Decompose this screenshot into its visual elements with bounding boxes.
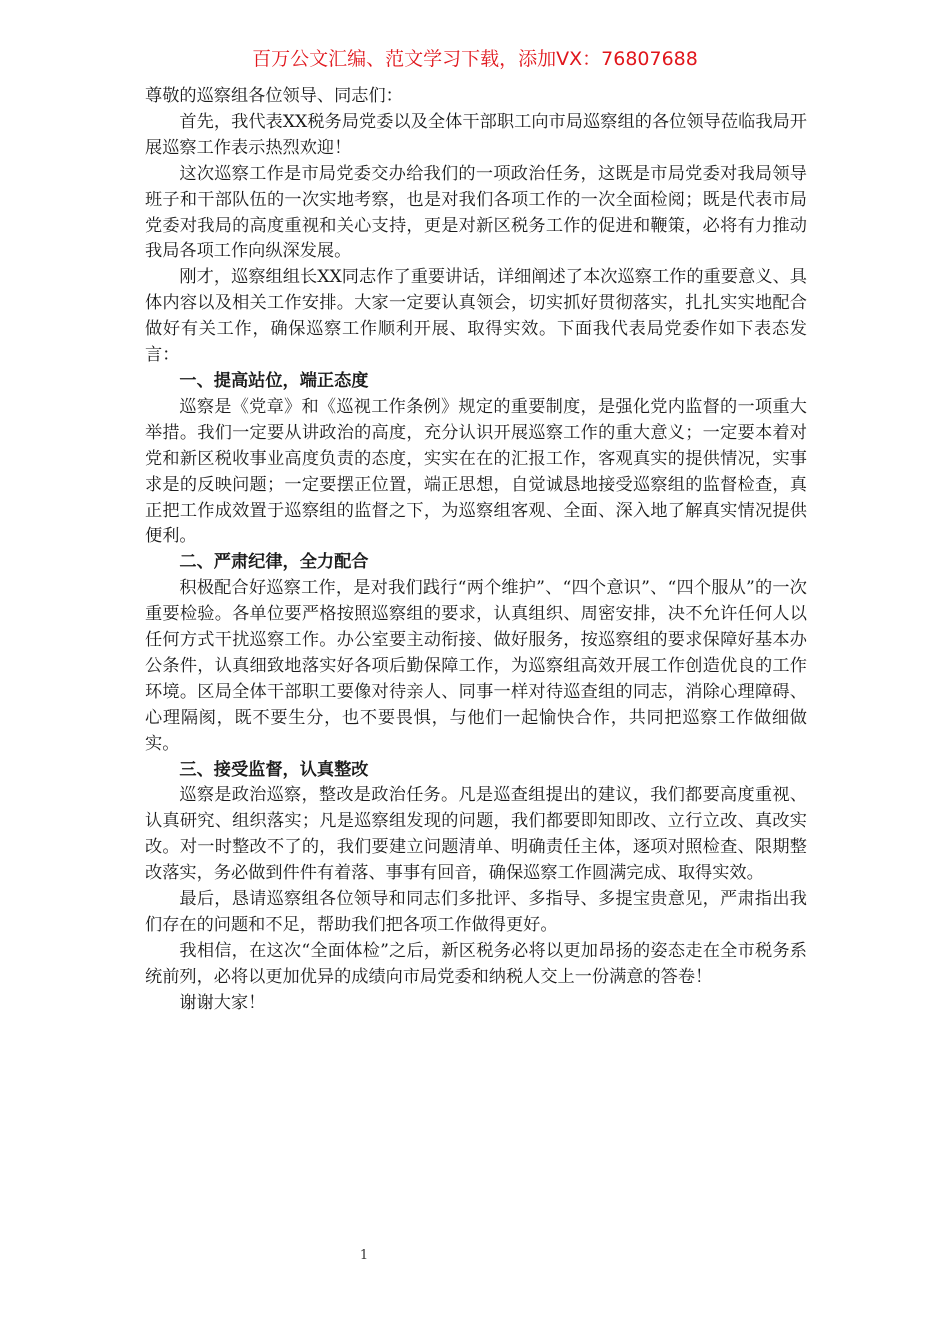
section-heading-1: 一、提高站位，端正态度 <box>179 370 369 391</box>
salutation: 尊敬的巡察组各位领导、同志们： <box>145 86 403 106</box>
section-heading-3: 三、接受监督，认真整改 <box>179 759 369 780</box>
page-number: 1 <box>359 1248 369 1263</box>
closing-paragraph-1: 最后，恳请巡察组各位领导和同志们多批评、多指导、多提宝贵意见，严肃指出我们存在的问题和不足，帮助我们把各项工作做得更好。 <box>145 889 807 935</box>
section-body-2: 积极配合好巡察工作，是对我们践行“两个维护”、“四个意识”、“四个服从”的一次重要检验。各单位要严格按照巡察组的要求，认真组织、周密安排，决不允许任何人以任何方式干扰巡察工作。办公室要主动衔接、做好服务，按巡察组的要求保障好基本办公条件，认真细致地落实好各项后勤保障工作，为巡察组高效开展工作创造优良的工作环境。区局全体干部职工要像对待亲人、同事一样对待巡查组的同志，消除心理障碍、心理隔阂，既不要生分，也不要畏惧，与他们一起愉快合作，共同把巡察工作做细做实。 <box>145 578 807 754</box>
closing-thanks: 谢谢大家！ <box>179 992 266 1013</box>
closing-paragraph-2: 我相信，在这次“全面体检”之后，新区税务必将以更加昂扬的姿态走在全市税务系统前列，必将以更加优异的成绩向市局党委和纳税人交上一份满意的答卷！ <box>145 940 807 987</box>
promo-banner: 百万公文汇编、范文学习下载，添加VX：76807688 <box>252 48 698 70</box>
section-body-1: 巡察是《党章》和《巡视工作条例》规定的重要制度，是强化党内监督的一项重大举措。我们一定要从讲政治的高度，充分认识开展巡察工作的重大意义；一定要本着对党和新区税收事业高度负责的态度，实实在在的汇报工作，客观真实的提供情况，实事求是的反映问题；一定要摆正位置，端正思想，自觉诚恳地接受巡察组的监督检查，真正把工作成效置于巡察组的监督之下，为巡察组客观、全面、深入地了解真实情况提供便利。 <box>145 396 807 547</box>
paragraph-intro-1: 首先，我代表XX税务局党委以及全体干部职工向市局巡察组的各位领导莅临我局开展巡察工作表示热烈欢迎！ <box>145 111 807 158</box>
section-body-3: 巡察是政治巡察，整改是政治任务。凡是巡查组提出的建议，我们都要高度重视、认真研究、组织落实；凡是巡察组发现的问题，我们都要即知即改、立行立改、真改实改。对一时整改不了的，我们要建立问题清单、明确责任主体，逐项对照检查、限期整改落实，务必做到件件有着落、事事有回音，确保巡察工作圆满完成、取得实效。 <box>145 785 807 884</box>
section-heading-2: 二、严肃纪律，全力配合 <box>179 552 369 573</box>
paragraph-intro-3: 刚才，巡察组组长XX同志作了重要讲话，详细阐述了本次巡察工作的重要意义、具体内容以及相关工作安排。大家一定要认真领会，切实抓好贯彻落实，扎扎实实地配合做好有关工作，确保巡察工作顺利开展、取得实效。下面我代表局党委作如下表态发言： <box>145 267 807 366</box>
document-body <box>145 84 807 1017</box>
paragraph-intro-2: 这次巡察工作是市局党委交办给我们的一项政治任务，这既是市局党委对我局领导班子和干部队伍的一次实地考察，也是对我们各项工作的一次全面检阅；既是代表市局党委对我局的高度重视和关心支持，更是对新区税务工作的促进和鞭策，必将有力推动我局各项工作向纵深发展。 <box>145 163 807 262</box>
